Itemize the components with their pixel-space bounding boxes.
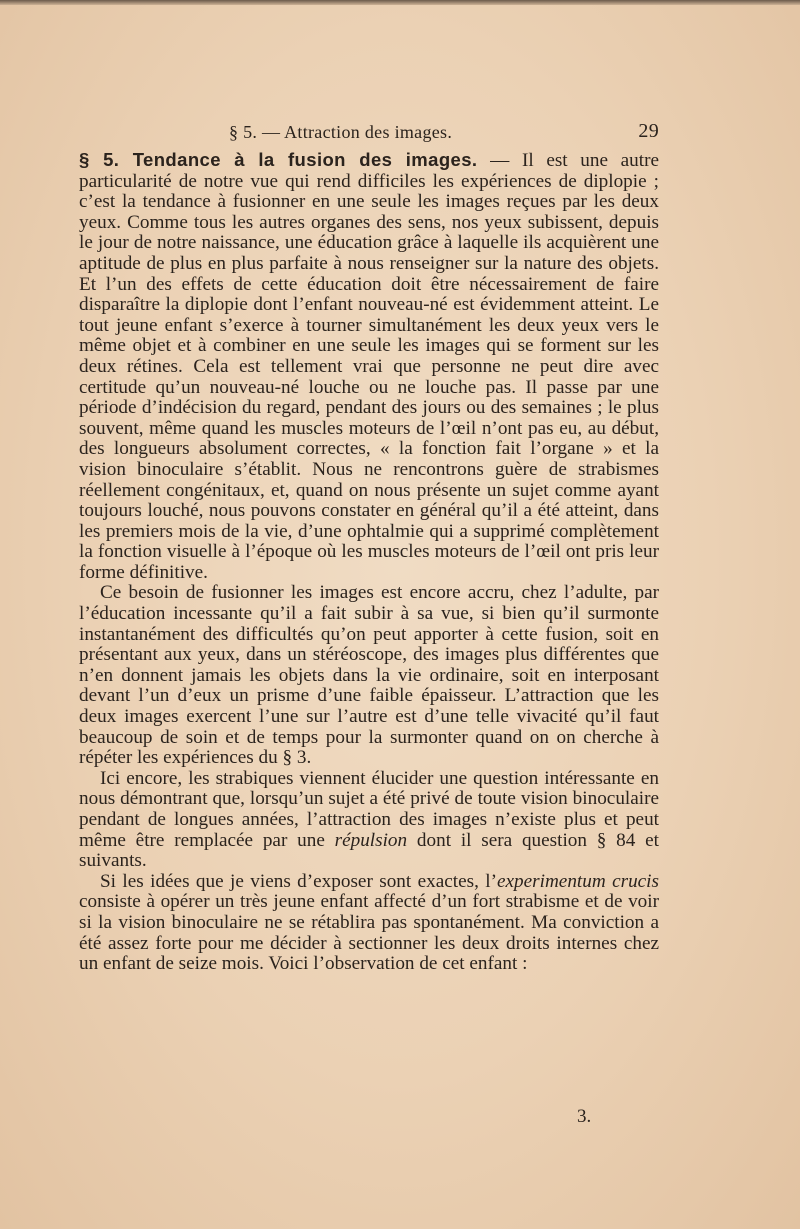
page-top-edge <box>0 0 800 5</box>
heading-dash: — <box>477 150 522 171</box>
paragraph-4 <box>79 872 659 975</box>
paragraph-2: Ce besoin de fusionner les images est encore accru, chez l’adulte, par l’éducation incessante qu’il a fait subir à sa vue, si bien qu’il surmonte instantanément des difficultés qu’on peut apporter à cette fusion, soit en présentant aux yeux, dans un stéréoscope, des images plus différentes que n’en donnent jamais les objets dans la vie ordinaire, soit en interposant devant l’un d’eux un prisme d’une faible épaisseur. L’attraction que les deux images exercent l’une sur l’autre est d’une telle vivacité qu’il faut beaucoup de soin et de temps pour la surmonter quand on on cherche à répéter les expériences du § 3. <box>79 582 659 769</box>
paragraph-4-italic: experimentum crucis <box>497 870 659 892</box>
paragraph-3-text-b: dont il sera question § 84 et suivants. <box>79 829 659 872</box>
running-head <box>79 118 659 150</box>
paragraph-3 <box>79 769 659 872</box>
paragraph-3-text-a: Ici encore, les strabiques viennent élucider une question intéressante en nous démontrant que, lorsqu’un sujet a été privé de toute vision binoculaire pendant de longues années, l’attraction des images n’existe plus et peut même être remplacée par une <box>79 767 659 851</box>
paragraph-3-italic: répulsion <box>334 829 408 851</box>
signature-mark: 3. <box>577 1106 592 1127</box>
paragraph-1 <box>79 150 659 583</box>
page-number: 29 <box>638 120 659 142</box>
running-head-title: § 5. — Attraction des images. <box>229 122 453 142</box>
book-page <box>79 118 659 975</box>
paragraph-4-text-b: consiste à opérer un très jeune enfant affecté d’un fort strabisme et de voir si la vision binoculaire ne se rétablira pas spontanément. Ma conviction a été assez forte pour me décider à sectionner les deux droits internes chez un enfant de seize mois. Voici l’observation de cet enfant : <box>79 891 659 975</box>
body-text <box>79 150 659 975</box>
paragraph-4-text-a: Si les idées que je viens d’exposer sont exactes, l’ <box>100 870 497 892</box>
paragraph-1-text: Il est une autre particularité de notre vue qui rend difficiles les expériences de diplopie ; c’est la tendance à fusionner en une seule les images reçues par les deux yeux. Comme tous les autres organes des sens, nos yeux subissent, depuis le jour de notre naissance, une éducation grâce à laquelle ils acquièrent une aptitude de plus en plus parfaite à nous renseigner sur la nature des objets. Et l’un des effets de cette éducation doit être nécessairement de faire disparaître la diplopie dont l’enfant nouveau-né est évidemment atteint. Le tout jeune enfant s’exerce à tourner simultanément les deux yeux vers le même objet et à combiner en une seule les images qui se forment sur les deux rétines. Cela est tellement vrai que personne ne peut dire avec certitude qu’un nouveau-né louche ou ne louche pas. Il passe par une période d’indécision du regard, pendant des jours ou des semaines ; le plus souvent, même quand les muscles moteurs de l’œil n’ont pas eu, au début, des longueurs absolument correctes, « la fonction fait l’organe » et la vision binoculaire s’établit. Nous ne rencontrons guère de strabismes réellement congénitaux, et, quand on nous présente un sujet comme ayant toujours louché, nous pouvons constater en général qu’il a été atteint, dans les premiers mois de la vie, d’une ophtalmie qui a supprimé complètement la fonction visuelle à l’époque où les muscles moteurs de l’œil ont pris leur forme définitive. <box>79 150 659 583</box>
section-heading: § 5. Tendance à la fusion des images. <box>79 149 478 170</box>
